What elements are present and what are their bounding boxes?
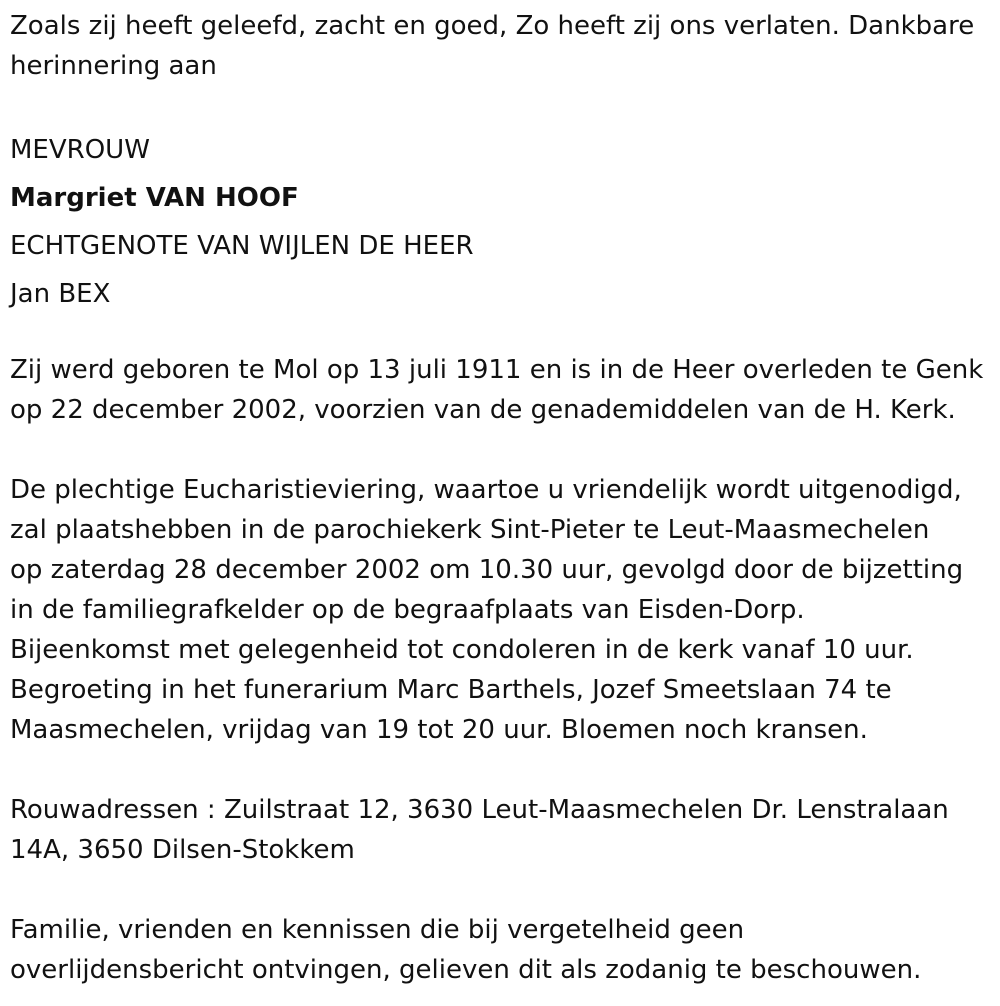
intro-line: Zoals zij heeft geleefd, zacht en goed, Zo heeft zij ons verlaten. Dankbare [10,11,975,41]
addresses-paragraph [10,790,995,870]
ceremony-line: in de familiegrafkelder op de begraafplaats van Eisden-Dorp. [10,595,805,625]
intro-line: herinnering aan [10,51,217,81]
deceased-block [10,126,995,318]
obituary-document [10,6,995,990]
ceremony-line: Maasmechelen, vrijdag van 19 tot 20 uur. Bloemen noch kransen. [10,715,868,745]
ceremony-line: Bijeenkomst met gelegenheid tot condoleren in de kerk vanaf 10 uur. [10,635,914,665]
address-line: Rouwadressen : Zuilstraat 12, 3630 Leut-Maasmechelen Dr. Lenstralaan [10,795,949,825]
paragraph-spacer [10,430,995,470]
deceased-relation: ECHTGENOTE VAN WIJLEN DE HEER [10,231,474,261]
ceremony-line: De plechtige Eucharistieviering, waartoe u vriendelijk wordt uitgenodigd, [10,475,962,505]
closing-line: Familie, vrienden en kennissen die bij vergetelheid geen [10,915,745,945]
spouse-name: Jan BEX [10,279,111,309]
ceremony-line: Begroeting in het funerarium Marc Barthels, Jozef Smeetslaan 74 te [10,675,892,705]
birth-death-line: Zij werd geboren te Mol op 13 juli 1911 en is in de Heer overleden te Genk [10,355,984,385]
ceremony-line: zal plaatshebben in de parochiekerk Sint-Pieter te Leut-Maasmechelen [10,515,930,545]
birth-death-paragraph [10,350,995,430]
paragraph-spacer [10,86,995,126]
paragraph-spacer [10,318,995,350]
ceremony-line: op zaterdag 28 december 2002 om 10.30 uur, gevolgd door de bijzetting [10,555,964,585]
ceremony-paragraph [10,470,995,750]
paragraph-spacer [10,870,995,910]
closing-paragraph [10,910,995,990]
deceased-title: MEVROUW [10,135,150,165]
paragraph-spacer [10,750,995,790]
address-line: 14A, 3650 Dilsen-Stokkem [10,835,355,865]
deceased-name: Margriet VAN HOOF [10,183,299,213]
closing-line: overlijdensbericht ontvingen, gelieven dit als zodanig te beschouwen. [10,955,922,985]
birth-death-line: op 22 december 2002, voorzien van de genademiddelen van de H. Kerk. [10,395,956,425]
intro-paragraph [10,6,995,86]
